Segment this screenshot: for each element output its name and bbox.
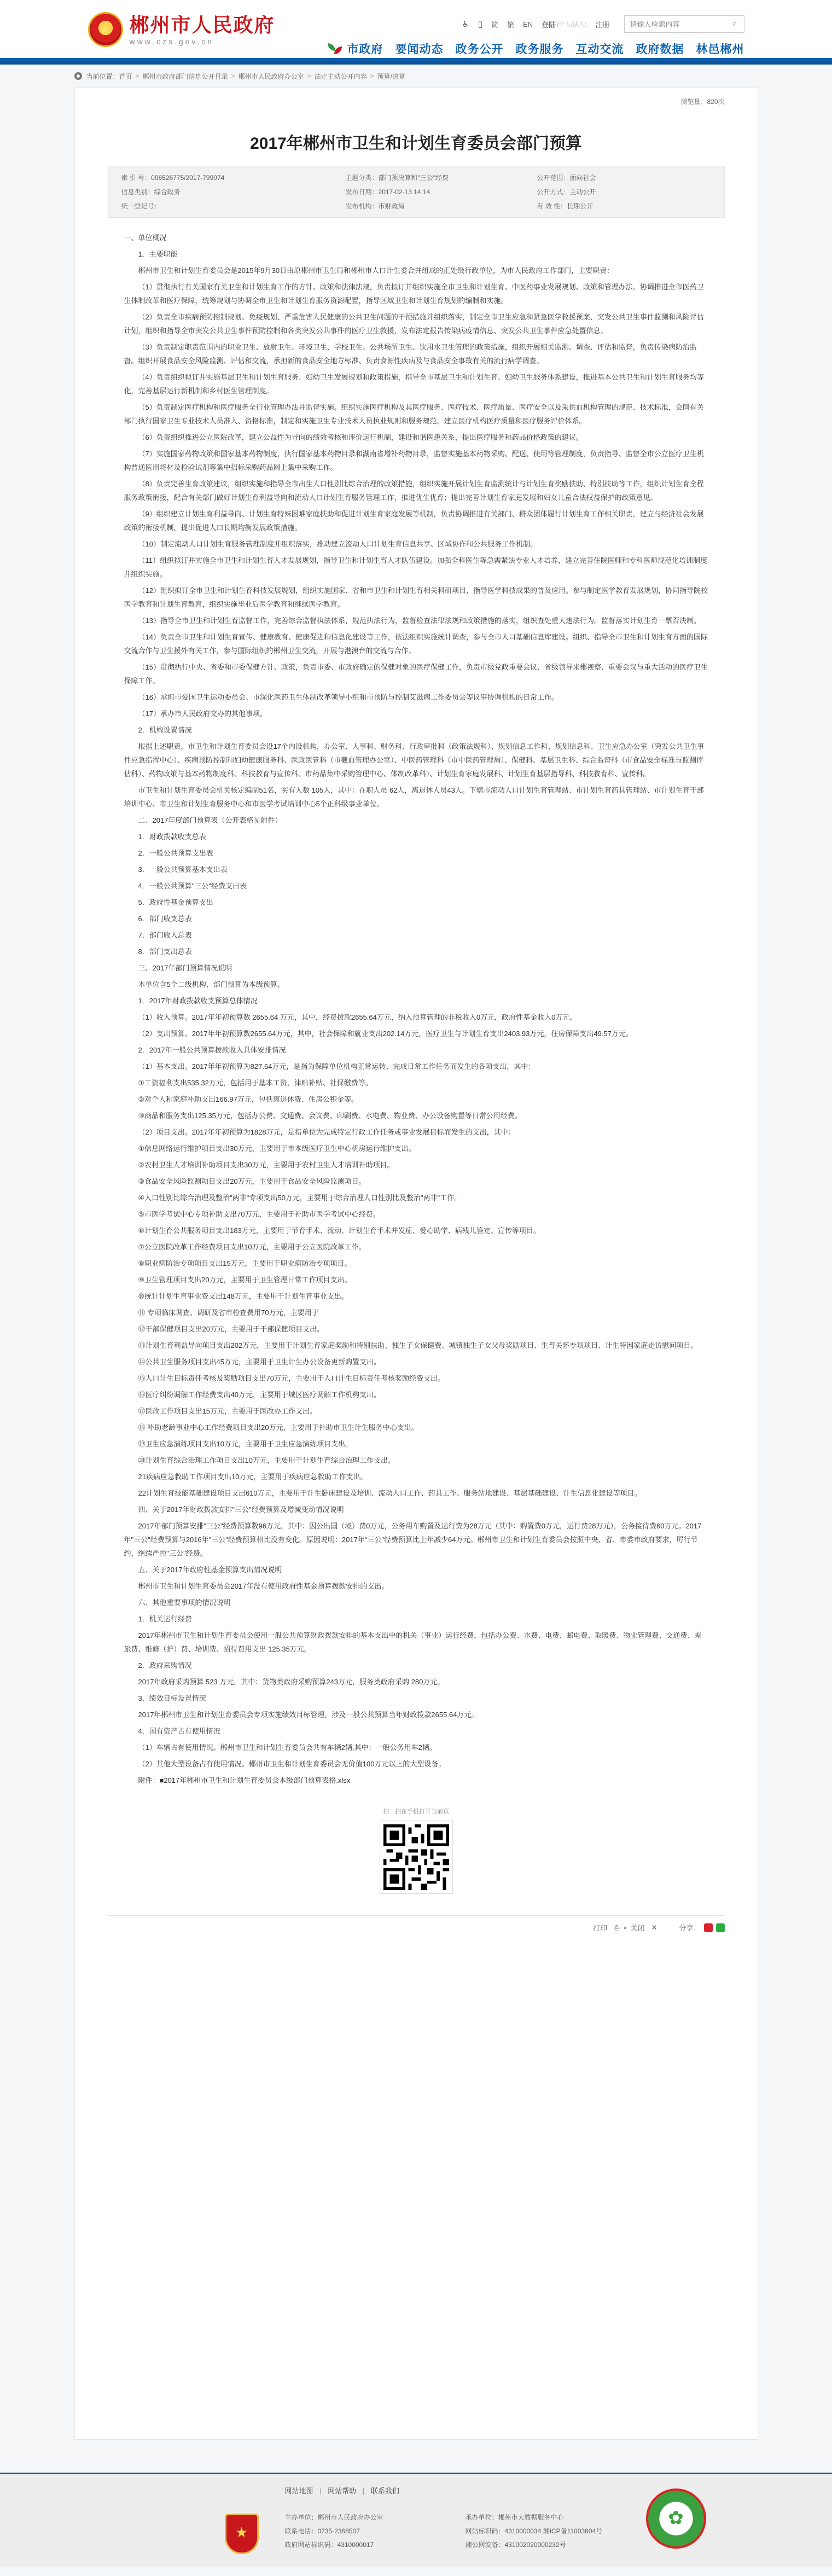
article-paragraph: （17）承办市人民政府交办的其他事项。 [138, 710, 267, 718]
article-paragraph: 2017年郴州市卫生和计划生育委员会专项实施绩效目标管理，涉及一般公共预算当年财政拨款2655.64万元。 [138, 1711, 479, 1719]
article-paragraph: 3．绩效目标设置情况 [138, 1694, 206, 1702]
search-icon[interactable]: ⌕ [732, 19, 737, 28]
document-meta [108, 166, 725, 218]
article-paragraph: 市卫生和计划生育委员会机关核定编制51名，实有人数 105人，其中：在职人员 62人，离退休人员43人。下辖市流动人口计划生育管理站、市计划生育药具管理站、市计划生育干部培训中心、市卫生和计划生育服务中心和市医学考试培训中心5个正科级事业单位。 [124, 786, 704, 808]
article-paragraph: （7）实施国家药物政策和国家基本药物制度，执行国家基本药物目录和湖南省增补药物目录，监督实施基本药物采购、配送、使用等管理制度，负责指导、监督全市公立医疗卫生机构普通医用耗材及检验试剂等集中招标采购药品网上集中采购工作。 [124, 450, 704, 472]
site-audit-seal-icon[interactable] [646, 2488, 706, 2549]
meta-registration: 统一登记号： [121, 202, 161, 210]
login-hint: (个人/法人) [557, 21, 587, 28]
view-count: 浏览量：820次 [108, 88, 725, 113]
article-paragraph: ⑱ 补助老龄事业中心工作经费项目支出20万元，主要用于补助市卫生计生服务中心支出。 [138, 1423, 418, 1432]
print-button[interactable]: 打印 [593, 1924, 608, 1932]
article-paragraph: 2．2017年一般公共预算拨款收入具体安排情况 [138, 1046, 286, 1054]
article-paragraph: 本单位含5个二级机构，部门预算为本级预算。 [138, 980, 284, 988]
site-logo[interactable] [88, 12, 275, 47]
article-paragraph: 1．财政拨款收支总表 [138, 833, 206, 841]
nav-item-data[interactable]: 政府数据 [636, 43, 684, 56]
article-paragraph: ④人口性别比综合治理及整治"两非"专项支出50万元，主要用于综合治理人口性别比及整治"两非"工作。 [138, 1194, 462, 1202]
top-links [453, 15, 744, 33]
article-paragraph: （1）车辆占有使用情况。郴州市卫生和计划生育委员会共有车辆2辆,其中：一般公务用车2辆。 [138, 1743, 437, 1752]
site-footer [0, 2473, 832, 2567]
breadcrumb-content[interactable]: 法定主动公开内容 [314, 72, 367, 80]
article-paragraph: ①工资福利支出535.32万元，包括用于基本工资、津贴补贴、社保缴费等。 [138, 1079, 373, 1087]
article-paragraph: （1）基本支出。2017年年初预算为827.64万元，是指为保障单位机构正常运转、完成日常工作任务而发生的各项支出，其中： [138, 1062, 536, 1071]
mobile-icon[interactable]: ▯ [478, 20, 482, 29]
meta-method: 公开方式：主动公开 [537, 188, 596, 196]
article-paragraph: ⑬计划生育利益导向项目支出202万元，主要用于计划生育家庭奖励和特别扶助、独生子女保健费、城镇独生子女父母奖励项目、生育关怀专项项目、计生特困家庭走访慰问项目。 [138, 1341, 698, 1350]
article-paragraph: （2）项目支出。2017年年初预算为1828万元，是指单位为完成特定行政工作任务或事业发展目标而发生的支出，其中： [138, 1128, 515, 1136]
meta-validity: 有 效 性：长期公开 [537, 202, 594, 210]
footer-info [285, 2513, 695, 2549]
breadcrumb-office[interactable]: 郴州市人民政府办公室 [238, 72, 304, 80]
footer-links: 网站地图 | 网站帮助 | 联系我们 [284, 2487, 399, 2495]
article-paragraph: ⑩统计计划生育事业费支出148万元，主要用于计划生育事业支出。 [138, 1292, 348, 1300]
nav-item-services[interactable]: 政务服务 [515, 43, 564, 56]
article-paragraph: ⑦公立医院改革工作经费项目支出10万元，主要用于公立医院改革工作。 [138, 1243, 366, 1251]
nav-leaf-icon [325, 41, 344, 56]
article-paragraph: ②对个人和家庭补助支出166.97万元，包括离退休费、住房公积金等。 [138, 1095, 358, 1103]
breadcrumb-separator: > [135, 72, 139, 80]
accessibility-icon[interactable]: ♿ [462, 20, 469, 29]
article-paragraph: （2）负责全市疾病预防控制规划、免疫规划、严重危害人民健康的公共卫生问题的干预措施并组织落实，制定全市卫生应急和紧急医学救援预案、突发公共卫生事件监测和风险评估计划，组织和指导全市突发公共卫生事件预防控制和各类突发公共事件的医疗卫生救援，发布法定报告传染病疫情信息、突发公共卫生事件应急处置信息。 [124, 313, 704, 335]
page-title: 2017年郴州市卫生和计划生育委员会部门预算 [250, 135, 582, 153]
article-paragraph: 一、单位概况 [124, 234, 167, 242]
footer-link-sitemap[interactable]: 网站地图 [284, 2487, 313, 2495]
article-paragraph: （4）负责组织拟订并实施基层卫生和计划生育服务、妇幼卫生发展规划和政策措施，指导全市基层卫生和计划生育、妇幼卫生服务体系建设，推进基本公共卫生和计划生育服务均等化，完善基层运行新机制和乡村医生管理制度。 [124, 373, 704, 395]
article-paragraph: （5）负责制定医疗机构和医疗服务全行业管理办法并监督实施。组织实施医疗机构及其医疗服务、医疗技术、医疗质量、医疗安全以及采供血机构管理的规范、技术标准，会同有关部门执行国家卫生专业技术人员准入、资格标准，制定和实施卫生专业技术人员执业规则和服务规范，建立医疗机构医疗质量和医疗服务评价体系。 [124, 403, 704, 425]
footer-link-contact[interactable]: 联系我们 [370, 2487, 399, 2495]
qr-section [108, 1807, 725, 1893]
traditional-chinese-link[interactable]: 繁 [507, 20, 515, 29]
article-body [108, 218, 725, 1787]
qr-code-icon [380, 1821, 452, 1893]
article-paragraph: ⑤市医学考试中心专项补助支出70万元，主要用于补助市医学考试中心经费。 [138, 1210, 380, 1218]
site-name: 郴州市人民政府 [129, 14, 275, 37]
meta-scope: 公开范围：面向社会 [537, 174, 596, 182]
article-paragraph: ⑲卫生应急演练项目支出10万元，主要用于卫生应急演练项目支出。 [138, 1440, 352, 1448]
article-paragraph: 4．国有资产占有使用情况 [138, 1727, 220, 1735]
meta-topic: 主题分类：部门预决算和"三公"经费 [345, 174, 449, 182]
article-paragraph: （16）承担市爱国卫生运动委员会、市深化医药卫生体制改革领导小组和市预防与控制艾滋病工作委员会等议事协调机构的日常工作。 [138, 693, 558, 701]
footer-site-id: 政府网站标识码：4310000017 [284, 2541, 374, 2549]
search-input[interactable] [625, 16, 726, 32]
breadcrumb-home[interactable]: 首页 [119, 72, 132, 80]
article-paragraph: （10）制定流动人口计划生育服务管理制度并组织落实，推动建立流动人口计划生育信息共享、区域协作和公共服务工作机制。 [138, 540, 537, 548]
breadcrumb-label: 当前位置： [86, 72, 119, 80]
nav-item-linyi-chenzhou[interactable]: 林邑郴州 [696, 43, 744, 56]
article-paragraph: 2017年政府采购预算 523 万元，其中：货物类政府采购预算243万元，服务类政府采购 280万元。 [138, 1678, 445, 1686]
article-paragraph: 22计划生育技能基础建设项目支出610万元，主要用于计生卧床建设及培训、流动人口工作、药具工作、服务站地建设、基层基础建设、计生信息化建设等项目。 [138, 1489, 642, 1497]
nav-item-news[interactable]: 要闻动态 [395, 43, 444, 56]
location-icon [74, 72, 82, 80]
article-paragraph: （9）组织建立计划生育利益导向、计划生育特殊困难家庭扶助和促进计划生育家庭发展等机制，负责协调推进有关部门、群众团体履行计划生育工作相关职责，建立与经济社会发展政策的衔接机制，提出促进人口长期均衡发展政策措施。 [124, 510, 704, 532]
article-paragraph: ③商品和服务支出125.35万元，包括办公费、交通费、会议费、印刷费、水电费、物业费、办公设备购置等日常公用经费。 [138, 1112, 522, 1120]
article-card [74, 88, 758, 2440]
footer-police-record: 湘公网安备：431002020000232号 [465, 2541, 566, 2549]
article-paragraph: ⑭公共卫生服务项目支出45万元，主要用于卫生计生办公设备更新购置支出。 [138, 1358, 381, 1366]
article-paragraph: ⑯医疗纠纷调解工作经费支出40万元，主要用于城区医疗调解工作机构支出。 [138, 1391, 381, 1399]
article-paragraph: ⑫干部保健项目支出20万元，主要用于干部保健项目支出。 [138, 1325, 324, 1333]
article-paragraph: 6．部门收支总表 [138, 915, 192, 923]
article-paragraph: 2．机构设置情况 [138, 726, 192, 734]
article-paragraph: （6）负责组织推进公立医院改革，建立公益性为导向的绩效考核和评价运行机制，建设和谐医患关系，提出医疗服务和药品价格政策的建议。 [138, 433, 583, 441]
article-paragraph: ⑰医改工作项目支出15万元，主要用于医改办工作支出。 [138, 1407, 317, 1415]
national-emblem-icon [88, 12, 123, 47]
article-paragraph: 三、2017年部门预算情况说明 [138, 964, 232, 972]
article-paragraph: 五、关于2017年政府性基金预算支出情况说明 [138, 1566, 282, 1574]
register-link[interactable]: 注册 [595, 20, 610, 29]
article-paragraph: 3．一般公共预算基本支出表 [138, 865, 228, 874]
header-divider-bar [0, 58, 832, 65]
print-icon[interactable]: ⎙ [614, 1923, 620, 1932]
article-paragraph: 六、其他重要事项的情况说明 [138, 1598, 231, 1607]
footer-link-help[interactable]: 网站帮助 [328, 2487, 357, 2495]
meta-publish-date: 发布日期：2017-02-13 14:14 [345, 188, 430, 196]
article-paragraph: （11）组织拟订并实施全市卫生和计划生育人才发展规划，指导卫生和计划生育人才队伍建设。加强全科医生等急需紧缺专业人才培养，建立完善住院医师和专科医师规范化培训制度并组织实施。 [124, 556, 707, 578]
site-header [0, 0, 832, 58]
share-label: 分享： [679, 1924, 701, 1932]
footer-organizer: 承办单位：郴州市大数据服务中心 [465, 2514, 564, 2521]
article-paragraph: 1．2017年财政拨款收支预算总体情况 [138, 997, 258, 1005]
article-paragraph: ③食品安全风险监测项目支出20万元，主要用于食品安全风险监测项目。 [138, 1177, 366, 1185]
article-paragraph: 8．部门支出总表 [138, 947, 192, 956]
breadcrumb [74, 65, 758, 88]
footer-phone: 联系电话：0735-2368507 [284, 2527, 360, 2535]
article-paragraph: 郴州市卫生和计划生育委员会2017年没有使用政府性基金预算拨款安排的支出。 [138, 1582, 389, 1590]
wechat-share-icon[interactable] [716, 1923, 725, 1932]
article-paragraph: 4．一般公共预算"三公"经费支出表 [138, 882, 247, 890]
article-paragraph: 21疾病应急救助工作项目支出10万元，主要用于疾病应急救助工作支出。 [138, 1473, 368, 1481]
party-government-badge-icon[interactable] [225, 2514, 259, 2554]
article-paragraph: （3）负责制定职责范围内的职业卫生、放射卫生、环境卫生、学校卫生、公共场所卫生、饮用水卫生管理的政策措施，组织开展相关监测、调查、评估和监督，负责传染病防治监督。组织开展食品安全风险监测、评估和交流，承担新的食品安全地方标准、负责食源性疾病及与食品安全事故有关的流行病学调查。 [124, 343, 697, 365]
nav-item-open-affairs[interactable]: 政务公开 [455, 43, 504, 56]
article-paragraph: ⑪ 专项临床调查、调研及省市检查费用70万元，主要用于 [138, 1309, 319, 1317]
weibo-share-icon[interactable] [704, 1923, 713, 1932]
meta-index-number: 索 引 号：006526775/2017-799074 [121, 174, 225, 182]
article-paragraph: 5．政府性基金预算支出 [138, 898, 213, 906]
article-paragraph: ⑥计划生育公共服务项目支出183万元，主要用于节育手术、流动、计划生育手术并发症、爱心助学、病残儿鉴定、宣传等项目。 [138, 1226, 540, 1235]
article-paragraph: 1．机关运行经费 [138, 1615, 192, 1623]
article-paragraph: ①信息网络运行维护项目支出30万元，主要用于市本级医疗卫生中心机房运行维护支出。 [138, 1144, 416, 1153]
close-icon[interactable]: ✕ [651, 1923, 658, 1932]
simplified-chinese-link[interactable]: 简 [491, 20, 498, 29]
article-paragraph: ⑮人口计生目标责任考核及奖励项目支出70万元，主要用于人口计生目标责任考核奖励经费支出。 [138, 1374, 445, 1382]
article-paragraph: （2）支出预算。2017年年初预算数2655.64万元，其中，社会保障和就业支出202.14万元，医疗卫生与计划生育支出2403.93万元，住房保障支出49.57万元。 [138, 1030, 633, 1038]
article-paragraph: 2．政府采购情况 [138, 1661, 192, 1670]
article-paragraph: 2．一般公共预算支出表 [138, 849, 213, 857]
login-link[interactable]: 登陆 [542, 20, 556, 29]
article-paragraph: 二、2017年度部门预算表（公开表格见附件） [138, 816, 282, 824]
close-button[interactable]: 关闭 [630, 1924, 645, 1932]
footer-sponsor: 主办单位：郴州市人民政府办公室 [284, 2514, 383, 2521]
article-paragraph: （1）收入预算。2017年年初预算数 2655.64 万元，其中，经费拨款2655.64万元，纳入预算管理的非税收入0万元，政府性基金收入0万元。 [138, 1013, 577, 1021]
article-paragraph: 7．部门收入总表 [138, 931, 192, 939]
article-paragraph: 附件：■2017年郴州市卫生和计划生育委员会本级部门预算表格.xlsx [138, 1776, 351, 1784]
main-nav [325, 40, 744, 57]
article-paragraph: （12）组织拟订全市卫生和计划生育科技发展规划，组织实施国家、省和市卫生和计划生育相关科研项目，指导医学科技成果的普及应用。参与制定医学教育发展规划，协同指导院校医学教育和计划生育教育，组织实施毕业后医学教育和继续医学教育。 [124, 586, 708, 608]
article-paragraph: （13）指导全市卫生和计划生育监督工作，完善综合监督执法体系，规范执法行为，监督检查法律法规和政策措施的落实，组织查处重大违法行为。监督落实计划生育一票否决制。 [138, 617, 701, 625]
nav-item-government[interactable]: 市政府 [347, 43, 383, 56]
breadcrumb-catalog[interactable]: 郴州市政府部门信息公开目录 [142, 72, 228, 80]
breadcrumb-separator: > [231, 72, 235, 80]
article-paragraph: ⑳计划生育综合治理工作项目支出10万元，主要用于计划生育综合治理工作支出。 [138, 1456, 395, 1464]
article-paragraph: 2017年部门预算安排"三公"经费预算数96万元，其中：因公出国（境）费0万元，公务用车购置及运行费为28万元（其中：购置费0万元，运行费28万元），公务接待费60万元。2017年"三公"经费预算与2016年"三公"经费预算相比没有变化。原因说明：2017年"三公"经费预算比上年减少64万元。郴州市卫生和计划生育委员会按照中央、省、市委市政府要求，厉行节约，继续严控"三公"经费。 [124, 1522, 702, 1557]
article-tools [108, 1915, 725, 1933]
breadcrumb-separator: > [370, 72, 374, 80]
english-link[interactable]: EN [523, 20, 533, 28]
qr-label: 扫一扫在手机打开当前页 [383, 1809, 449, 1815]
footer-icp: 网站标识码：4310000034 湘ICP备11003604号 [465, 2527, 603, 2535]
article-paragraph: 1．主要职能 [138, 250, 178, 258]
article-paragraph: ⑨卫生管理项目支出20万元，主要用于卫生管理日常工作项目支出。 [138, 1276, 352, 1284]
nav-item-interaction[interactable]: 互动交流 [575, 43, 624, 56]
article-paragraph: 根据上述职责，市卫生和计划生育委员会设17个内设机构，办公室、人事科、财务科、行政审批科（政策法规科）、规划信息工作科、规划信息科、卫生应急办公室（突发公共卫生事件应急指挥中心）、疾病预防控制和妇幼健康服务科、医政医管科（市截血管理办公室）、中医药管理科（市中医药管理局）、保健科、基层卫生科、综合监督科（市食品安全标准与监测评估科）、药物政策与基本药物制度科、科技教育与宣传科、市药品集中采购管理中心、体制改革科）、计划生育家庭发展科、计划生育基层指导科、科技教育科、宣传科。 [124, 742, 705, 778]
search-box [624, 15, 744, 33]
article-paragraph: （14）负责全市卫生和计划生育宣传、健康教育、健康促进和信息化建设等工作，依法组织实施统计调查，参与全市人口基础信息库建设。组织、指导全市卫生和计划生育方面的国际交流合作与卫生援外有关工作，参与国际组织的郴州卫生交流，开展与港澳台的交流与合作。 [124, 633, 708, 655]
breadcrumb-separator: > [307, 72, 311, 80]
article-paragraph: 四、关于2017年财政拨款安排"三公"经费预算及增减变动情况说明 [138, 1505, 344, 1514]
article-paragraph: （2）其他大型设备占有使用情况。郴州市卫生和计划生育委员会无价值100万元以上的大型设备。 [138, 1760, 446, 1768]
article-paragraph: （15）贯彻执行中央、省委和市委保健方针、政策，负责市委、市政府确定的保健对象的医疗保健工作，负责市级党政重要会议、省级领导来郴视察、重要会议与重大活动的医疗卫生保障工作。 [124, 663, 708, 685]
article-paragraph: 2017年郴州市卫生和计划生育委员会使用一般公共预算财政拨款安排的基本支出中的机关（事业）运行经费，包括办公费、水费、电费、邮电费、取暖费、物业管理费、交通费、差旅费、维修（护）费、培训费、招待费用支出 125.35万元。 [124, 1631, 702, 1653]
meta-publisher: 发布机构：市财政局 [345, 202, 405, 210]
article-paragraph: ⑧职业病防治专项项目支出15万元，主要用于职业病防治专项项目。 [138, 1259, 352, 1267]
article-paragraph: （8）负责完善生育政策建议，组织实施和指导全市出生人口性别比综合治理的政策措施，组织实施开展计划生育监测统计与计划生育奖励扶助、特别扶助等工作，组织计划生育全程服务政策衔接，配合有关部门做好计划生育利益导向和流动人口计划生育服务管理工作，推进优生优育；提出完善计划生育家庭发展和妇女儿童合法权益保护的政策意见。 [124, 480, 704, 502]
site-domain: www.czs.gov.cn [129, 37, 214, 46]
tools-divider [624, 1927, 626, 1929]
meta-category: 信息类别：综合政务 [121, 188, 181, 196]
article-paragraph: （1）贯彻执行有关国家有关卫生和计划生育工作的方针、政策和法律法规，负责拟订并组织实施全市卫生和计划生育、中医药事业发展规划、政策和管理办法。协调推进全市医药卫生体制改革和医疗保障，统筹规划与协调全市卫生和计划生育服务资源配置，指导区域卫生和计划生育规划的编制和实施。 [124, 283, 704, 305]
article-paragraph: ②农村卫生人才培训补助项目支出30万元，主要用于农村卫生人才培训补助项目。 [138, 1161, 394, 1169]
article-paragraph: 郴州市卫生和计划生育委员会是2015年9月30日由原郴州市卫生局和郴州市人口计生委合并组成的正处级行政单位，为市人民政府工作部门，主要职责： [138, 266, 614, 275]
breadcrumb-budget[interactable]: 预算/决算 [377, 72, 405, 80]
